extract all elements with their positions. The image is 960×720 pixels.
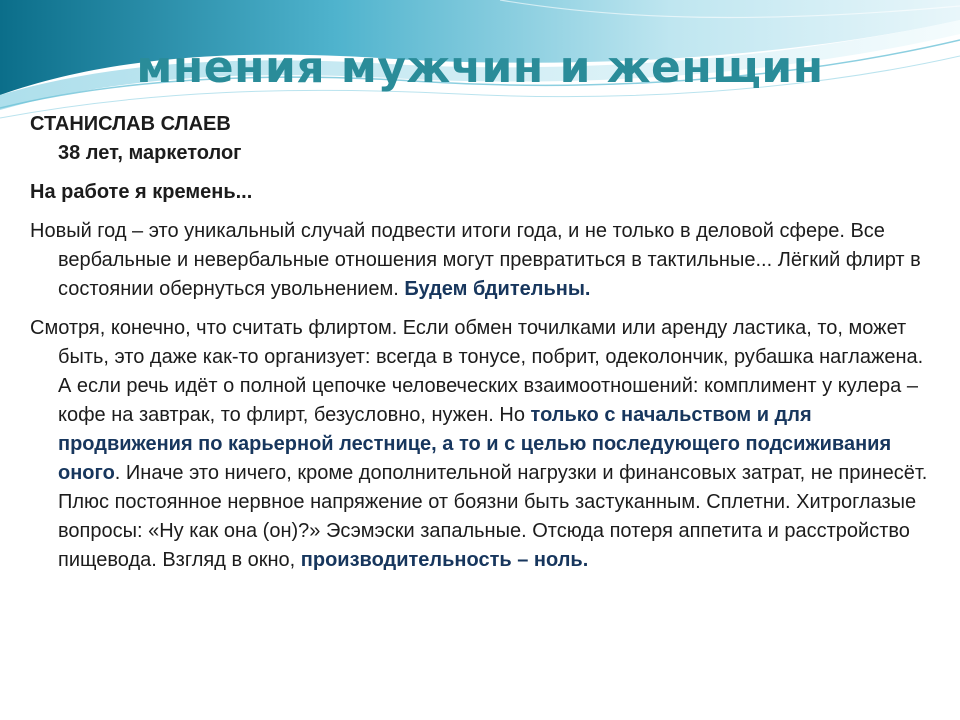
paragraph-1: [30, 217, 930, 304]
paragraph-2-continuation: [58, 372, 930, 575]
paragraph-2-part1: А если речь идёт о полной цепочке человеческих взаимоотношений: комплимент у кулера – кофе на завтрак, то флирт, безусловно, нужен. Но: [58, 375, 918, 426]
paragraph-2-part2: . Иначе это ничего, кроме дополнительной нагрузки и финансовых затрат, не принесёт. Плюс постоянное нервное напряжение от боязни быть застуканным. Сплетни. Хитроглазые вопросы: «Ну как она (он)?» Эсэмэски запальные. Отсюда потеря аппетита и расстройство пищевода. Взгляд в окно,: [58, 462, 928, 571]
paragraph-1-highlight: Будем бдительны.: [404, 278, 591, 300]
author-role: 38 лет, маркетолог: [58, 142, 242, 164]
subheading: На работе я кремень...: [30, 181, 253, 203]
paragraph-2: [30, 314, 930, 575]
paragraph-2-lead: Смотря, конечно, что считать флиртом. Если обмен точилками или аренду ластика, то, может быть, это даже как-то организует: всегда в тонусе, побрит, одеколончик, рубашка наглажена.: [30, 317, 924, 368]
author-name: СТАНИСЛАВ СЛАЕВ: [30, 113, 231, 135]
paragraph-1-text: Новый год – это уникальный случай подвести итоги года, и не только в деловой сфере. Все вербальные и невербальные отношения могут превратиться в тактильные... Лёгкий флирт в состоянии обернуться увольнением.: [30, 220, 921, 300]
slide-body: [30, 110, 930, 575]
paragraph-2-highlight-1: только с начальством и для продвижения по карьерной лестнице, а то и с целью последующего подсиживания оного: [58, 404, 892, 484]
slide-title: мнения мужчин и женщин: [136, 42, 824, 93]
paragraph-2-highlight-2: производительность – ноль.: [300, 549, 589, 571]
